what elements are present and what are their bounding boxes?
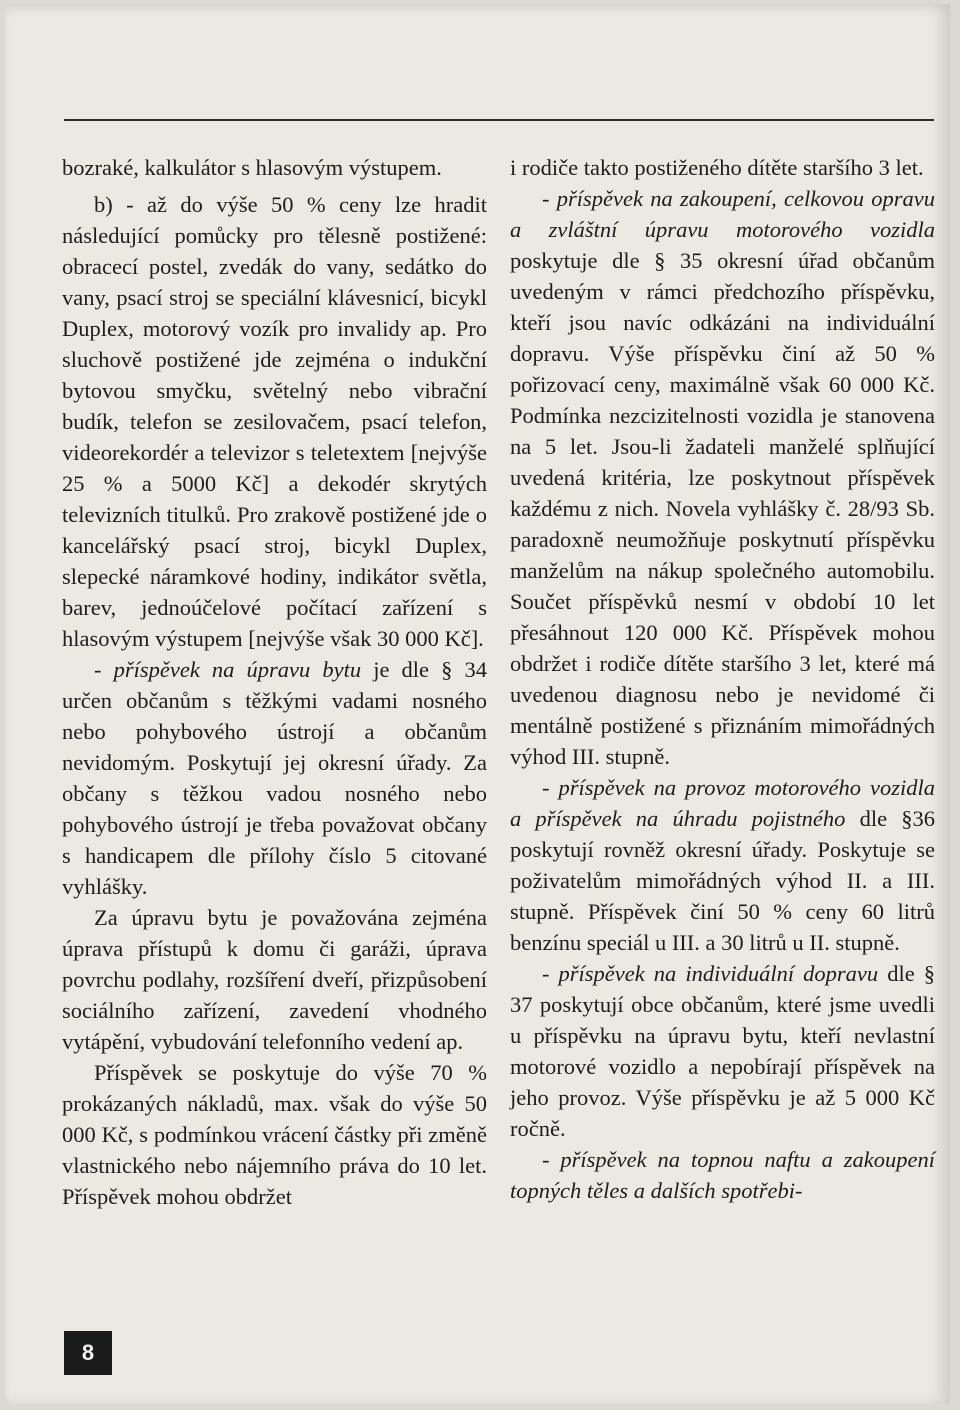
left-column <box>62 152 487 1212</box>
left-paragraph-1: bozraké, kalkulátor s hlasovým výstupem. <box>62 155 442 180</box>
left-paragraph-3-text: je dle § 34 určen občanům s těžkými vadami nosného nebo pohybového ústrojí a občanům nevidomým. Poskytují jej okresní úřady. Za občany s těžkou vadou nosného nebo pohybového ústrojí je třeba považovat občany s handicapem dle přílohy číslo 5 citované vyhlášky. <box>62 657 487 899</box>
right-paragraph-3-heading: - příspěvek na provoz motorového vozidla a příspěvek na úhradu pojistného <box>510 775 935 831</box>
left-paragraph-2: b) - až do výše 50 % ceny lze hradit následující pomůcky pro tělesně postižené: obracecí postel, zvedák do vany, sedátko do vany, psací stroj se speciální klávesnicí, bicykl Duplex, motorový vozík pro invalidy ap. Pro sluchově postižené jde zejména o indukční bytovou smyčku, světelný nebo vibrační budík, telefon se zesilovačem, psací telefon, videorekordér a televizor s teletextem [nejvýše 25 % a 5000 Kč] a dekodér skrytých televizních titulků. Pro zrakově postižené jde o kancelářský psací stroj, bicykl Duplex, slepecké náramkové hodiny, indikátor světla, barev, jednoúčelové počítací zařízení s hlasovým výstupem [nejvýše však 30 000 Kč]. <box>62 192 487 651</box>
right-paragraph-3-text: dle §36 poskytují rovněž okresní úřady. Poskytuje se poživatelům mimořádných výhod II. a III. stupně. Příspěvek činí 50 % ceny 60 litrů benzínu speciál u III. a 30 litrů u II. stupně. <box>510 806 935 955</box>
right-paragraph-4 <box>510 958 935 1144</box>
page-number: 8 <box>64 1331 112 1375</box>
header-rule <box>64 119 934 121</box>
left-paragraph-3-heading: - příspěvek na úpravu bytu <box>94 657 362 682</box>
right-paragraph-5-heading: - příspěvek na topnou naftu a zakoupení topných těles a dalších spotřebi- <box>510 1147 935 1203</box>
left-paragraph-5: Příspěvek se poskytuje do výše 70 % prokázaných nákladů, max. však do výše 50 000 Kč, s podmínkou vrácení částky při změně vlastnického nebo nájemního práva do 10 let. Příspěvek mohou obdržet <box>62 1060 487 1209</box>
right-paragraph-1: i rodiče takto postiženého dítěte staršího 3 let. <box>510 155 924 180</box>
right-paragraph-5 <box>510 1144 935 1206</box>
left-paragraph-3 <box>62 654 487 902</box>
right-paragraph-4-heading: - příspěvek na individuální dopravu <box>542 961 879 986</box>
right-column <box>510 152 935 1206</box>
right-paragraph-3 <box>510 772 935 958</box>
right-paragraph-4-text: dle § 37 poskytují obce občanům, které jsme uvedli u příspěvku na úpravu bytu, kteří nevlastní motorové vozidlo a nepobírají příspěvek na jeho provoz. Výše příspěvku je až 5 000 Kč ročně. <box>510 961 935 1141</box>
right-paragraph-2-heading: - příspěvek na zakoupení, celkovou opravu a zvláštní úpravu motorového vozidla <box>510 186 935 242</box>
right-paragraph-2 <box>510 183 935 772</box>
right-paragraph-2-text: poskytuje dle § 35 okresní úřad občanům uvedeným v rámci předchozího příspěvku, kteří jsou navíc odkázáni na individuální dopravu. Výše příspěvku činí až 50 % pořizovací ceny, maximálně však 60 000 Kč. Podmínka nezcizitelnosti vozidla je stanovena na 5 let. Jsou-li žadateli manželé splňující uvedená kritéria, lze poskytnout příspěvek každému z nich. Novela vyhlášky č. 28/93 Sb. paradoxně neumožňuje poskytnutí příspěvku manželům na nákup společného automobilu. Součet příspěvků nesmí v období 10 let přesáhnout 120 000 Kč. Příspěvek mohou obdržet i rodiče dítěte staršího 3 let, které má uvedenou diagnosu nebo je nevidomé či mentálně postižené s přiznáním mimořádných výhod III. stupně. <box>510 248 935 769</box>
book-page <box>6 4 950 1404</box>
left-paragraph-4: Za úpravu bytu je považována zejména úprava přístupů k domu či garáži, úprava povrchu podlahy, rozšíření dveří, přizpůsobení sociálního zařízení, zavedení vhodného vytápění, vybudování telefonního vedení ap. <box>62 905 487 1054</box>
